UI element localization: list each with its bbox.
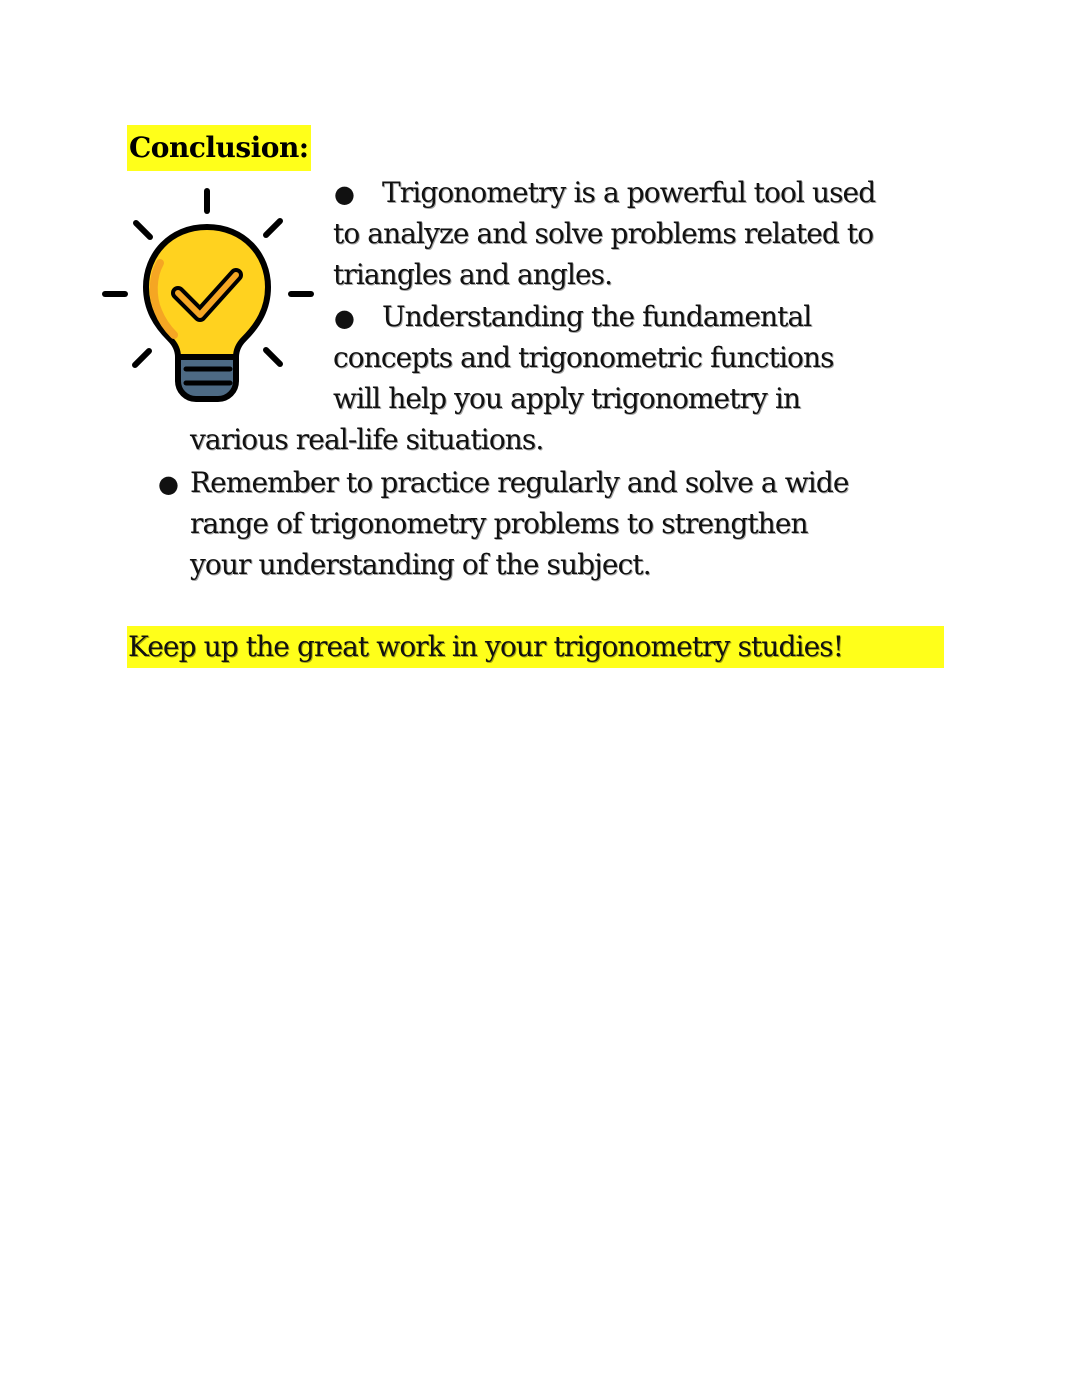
bullet-3-line-2: range of trigonometry problems to strengthen: [190, 507, 808, 540]
bullet-marker: ●: [158, 470, 179, 498]
bullet-marker: ●: [334, 180, 355, 208]
bullet-2-line-1: Understanding the fundamental: [382, 300, 812, 333]
lightbulb-check-icon: [100, 185, 316, 410]
bullet-3-line-1: Remember to practice regularly and solve a wide: [190, 466, 849, 499]
bullet-2-line-3: will help you apply trigonometry in: [333, 382, 801, 415]
bullet-2-line-4: various real-life situations.: [190, 423, 544, 456]
closing-text: Keep up the great work in your trigonometry studies!: [128, 630, 844, 663]
conclusion-heading: Conclusion:: [127, 125, 311, 171]
bullet-1-line-2: to analyze and solve problems related to: [333, 217, 874, 250]
bullet-marker: ●: [334, 304, 355, 332]
bullet-1-line-3: triangles and angles.: [333, 258, 613, 291]
bullet-2-line-2: concepts and trigonometric functions: [333, 341, 834, 374]
closing-message: [127, 626, 944, 668]
bullet-3-line-3: your understanding of the subject.: [190, 548, 651, 581]
bullet-1-line-1: Trigonometry is a powerful tool used: [382, 176, 876, 209]
